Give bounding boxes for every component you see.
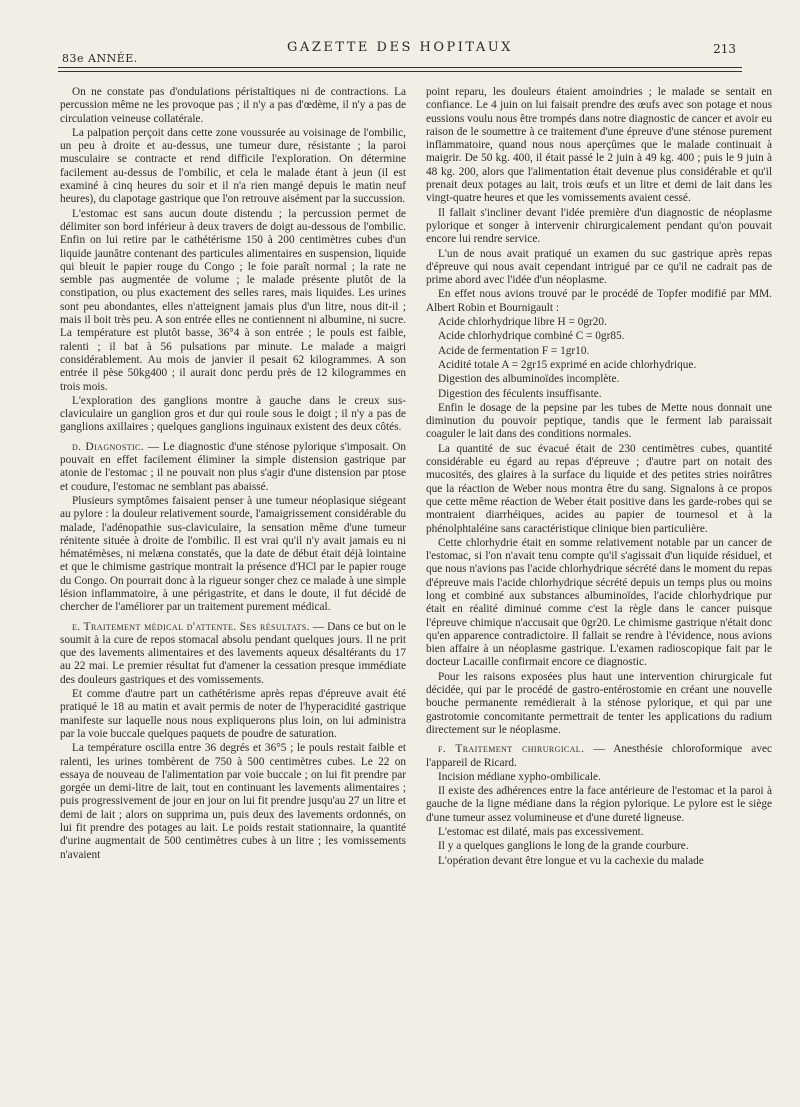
paragraph: Enfin le dosage de la pepsine par les tubes de Mette nous donnait une diminution du pouvoir peptique, tandis que le ferment lab paraissait coaguler le lait dans des conditions normales. bbox=[426, 401, 772, 441]
section-text: — Dans ce but on le soumit à la cure de repos stomacal absolu pendant quelques jours. Il ne prit que des lavements alimentaires et des lavements aqueux désaltérants du 17 au 22 mai. Le premier résultat fut d'amener la cessation presque immédiate des douleurs gastriques et des vomissements. bbox=[60, 620, 406, 686]
section-heading-diagnostic: d. Diagnostic. bbox=[72, 440, 145, 453]
section-text: — Le diagnostic d'une sténose pylorique s'imposait. On pouvait en effet facilement éliminer la simple distension gastrique par atonie de l'estomac ; il ne pouvait non plus s'agir d'une distension par ptose et coudure, l'estomac ne semblant pas abaissé. bbox=[60, 440, 406, 493]
result-line: Acide chlorhydrique combiné C = 0gr85. bbox=[438, 330, 625, 343]
right-column bbox=[426, 86, 772, 869]
page-header bbox=[0, 0, 800, 80]
result-line: Acide chlorhydrique libre H = 0gr20. bbox=[438, 316, 607, 329]
paragraph: Cette chlorhydrie était en somme relativement notable par un cancer de l'estomac, si l'on n'avait tenu compte qu'il s'agissait d'un liquide résiduel, et que nous n'avions pas l'acide chlorhydrique sécrété dans le moment du repas d'épreuve mais l'acide chlorhydrique sécrété depuis un temps plus ou moins long et combiné aux substances albuminoïdes, l'acide chlorhydrique pur était en réalité diminué comme c'est la règle dans le cancer puisque l'épreuve chimique n'accusait que 0gr20. Le chimisme gastrique n'était donc qu'en apparence contradictoire. Il fallait se rendre à l'évidence, nous avions bien affaire à un néoplasme gastrique. L'examen radioscopique fait par le docteur Lacaille confirmait encore ce diagnostic. bbox=[426, 536, 772, 669]
section-d bbox=[60, 441, 406, 494]
result-line: Digestion des féculents insuffisante. bbox=[438, 387, 602, 400]
journal-title: GAZETTE DES HOPITAUX bbox=[287, 40, 513, 55]
left-column bbox=[60, 86, 406, 863]
section-heading-medical-treatment: e. Traitement médical d'attente. Ses résultats. bbox=[72, 620, 310, 633]
paragraph: point reparu, les douleurs étaient amoindries ; le malade se sentait en confiance. Le 4 juin on lui faisait prendre des œufs avec son potage et nous eussions voulu nous être trompés dans notre diagnostic de cancer et avoir eu raison de le soumettre à ce traitement d'une épreuve d'une sténose purement inflammatoire, quand nous nous aperçûmes que le malade continuait à maigrir. De 50 kg. 400, il était passé le 2 juin à 49 kg. 400 ; puis le 9 juin à 48 kg. 200, alors que l'alimentation était devenue plus considérable et qu'il prenait deux potages au lait, trois œufs et un litre et demi de lait dans les vingt-quatre heures et que les vomissements avaient cessé. bbox=[426, 86, 772, 205]
paragraph: L'un de nous avait pratiqué un examen du suc gastrique après repas d'épreuve qui nous avait cependant intrigué par ce qu'il ne cadrait pas de prime abord avec l'idée d'un néoplasme. bbox=[426, 247, 772, 287]
page-number: 213 bbox=[713, 42, 736, 56]
paragraph: La palpation perçoit dans cette zone voussurée au voisinage de l'ombilic, un peu à droite et au-dessus, une tumeur dure, résistante ; la paroi musculaire se contracte et rend difficile l'exploration. On détermine facilement au-dessus de l'ombilic, et cela le malade étant à jeun (il est examiné à cinq heures du soir et il n'a rien mangé depuis le matin neuf heures), du clapotage gastrique que l'on retrouve aisément par la succussion. bbox=[60, 126, 406, 206]
section-f bbox=[426, 743, 772, 770]
result-line: Acidité totale A = 2gr15 exprimé en acide chlorhydrique. bbox=[438, 358, 697, 371]
paragraph: Il fallait s'incliner devant l'idée première d'un diagnostic de néoplasme pylorique et songer à intervenir chirurgicalement pendant qu'on pouvait encore lui rendre service. bbox=[426, 206, 772, 246]
result-line: Digestion des albuminoïdes incomplète. bbox=[438, 373, 620, 386]
paragraph: L'estomac est sans aucun doute distendu ; la percussion permet de délimiter son bord inférieur à deux travers de doigt au-dessous de l'ombilic. Enfin on lui retire par le cathétérisme 150 à 200 centimètres cubes d'un liquide jaunâtre contenant des particules alimentaires en suspension, liquide qui bleuit le papier rouge du Congo ; le foie paraît normal ; la rate ne semble pas augmentée de volume ; le malade présente plutôt de la constipation, ou plus exactement des selles rares, mais liquides. Les urines sont peu abondantes, elles n'atteignent jamais plus d'un litre, nous dit-il ; mais il boit très peu. A son entrée elles ne contiennent ni albumine, ni sucre. La température est plutôt basse, 36°4 à son entrée ; le pouls est faible, ralenti ; il bat à 56 pulsations par minute. Le malade a maigri considérablement. Au mois de janvier il pesait 62 kilogrammes. A son entrée il pèse 50kg400 ; il aurait donc perdu près de 12 kilogrammes en trois mois. bbox=[60, 207, 406, 393]
surgery-line: L'opération devant être longue et vu la cachexie du malade bbox=[438, 854, 704, 867]
paragraph: En effet nous avions trouvé par le procédé de Topfer modifié par MM. Albert Robin et Bournigault : bbox=[426, 288, 772, 314]
header-rule-thick bbox=[58, 67, 742, 68]
paragraph: La température oscilla entre 36 degrés et 36°5 ; le pouls restait faible et ralenti, les urines tombèrent de 750 à 500 centimètres cubes. Le 22 on essaya de nouveau de l'alimentation par voie buccale ; on lui fit prendre par gorgée un demi-litre de lait, tout en continuant les lavements alimentaires ; puis progressivement de jour en jour on lui fit prendre jusqu'au 27 un litre et demi de lait ; alors on supprima un, puis deux des lavements ordonnés, on lui fit prendre des potages au lait. Le poids restait stationnaire, la quantité d'urine augmentait de 500 centimètres cubes à un litre ; les vomissements n'avaient bbox=[60, 742, 406, 861]
header-rule-thin bbox=[58, 71, 742, 72]
surgery-line: Il existe des adhérences entre la face antérieure de l'estomac et la paroi à gauche de la ligne médiane dans la région pylorique. Le pylore est le siège d'une tumeur assez volumineuse et d'une dureté ligneuse. bbox=[426, 785, 772, 824]
section-text: — Anesthésie chloroformique avec l'appareil de Ricard. bbox=[426, 743, 773, 769]
paragraph: Et comme d'autre part un cathétérisme après repas d'épreuve avait été pratiqué le 18 au matin et avait permis de noter de l'hyperacidité gastrique manifeste sur laquelle nous nous expliquerons plus loin, on lui administra par la voie buccale quelques paquets de poudre de saturation. bbox=[60, 688, 406, 740]
paragraph: Pour les raisons exposées plus haut une intervention chirurgicale fut décidée, qui par le procédé de gastro-entérostomie en créant une nouvelle bouche permanente remédierait à la sténose pylorique, et qui par une gastrotomie concomitante permettrait de tenter les applications du radium directement sur le néoplasme. bbox=[426, 670, 772, 736]
surgery-line: L'estomac est dilaté, mais pas excessivement. bbox=[438, 826, 644, 839]
paragraph: L'exploration des ganglions montre à gauche dans le creux sus-claviculaire un ganglion gros et dur qui roule sous le doigt ; il n'y a pas de ganglions axillaires ; quelques ganglions inguinaux existent des deux côtés. bbox=[60, 394, 406, 434]
surgery-line: Incision médiane xypho-ombilicale. bbox=[438, 770, 601, 783]
section-heading-surgical-treatment: f. Traitement chirurgical. bbox=[438, 743, 585, 756]
section-e bbox=[60, 621, 406, 687]
surgery-line: Il y a quelques ganglions le long de la grande courbure. bbox=[438, 840, 689, 853]
paragraph: La quantité de suc évacué était de 230 centimètres cubes, quantité considérable eu égard au repas d'épreuve ; d'autre part on notait des mucosités, des glaires à la surface du liquide et des petites stries noirâtres que la réaction de Weber nous montra être du sang. Signalons à ce propos que cette même réaction de Weber était positive dans les garde-robes qui se montraient diarrhéiques, acides au papier de tournesol et à la phénolphtaléine sans caractéristique clinique bien particulière. bbox=[426, 442, 772, 535]
paragraph: On ne constate pas d'ondulations péristaltiques ni de contractions. La percussion même ne les provoque pas ; il n'y a pas d'œdème, il n'y a pas de circulation veineuse collatérale. bbox=[60, 86, 406, 125]
result-line: Acide de fermentation F = 1gr10. bbox=[438, 344, 590, 357]
issue-label: 83e ANNÉE. bbox=[62, 52, 138, 65]
column-gutter bbox=[413, 80, 414, 1080]
paragraph: Plusieurs symptômes faisaient penser à une tumeur néoplasique siégeant au pylore : la douleur relativement sourde, l'amaigrissement considérable du malade, l'adénopathie sus-claviculaire, la sensation même d'une tumeur rénitente située à droite de l'ombilic. Il est vrai qu'il n'y avait jamais eu ni hématémèses, ni melæna constatés, que la date de début était déjà lointaine et que le chimisme gastrique montrait la présence d'HCl par le papier rouge du Congo. On pourrait donc à la rigueur songer chez ce malade à une simple lésion inflammatoire, à une périgastrite, et dans le doute, il fut décidé de chercher de l'améliorer par un traitement purement médical. bbox=[60, 494, 407, 614]
